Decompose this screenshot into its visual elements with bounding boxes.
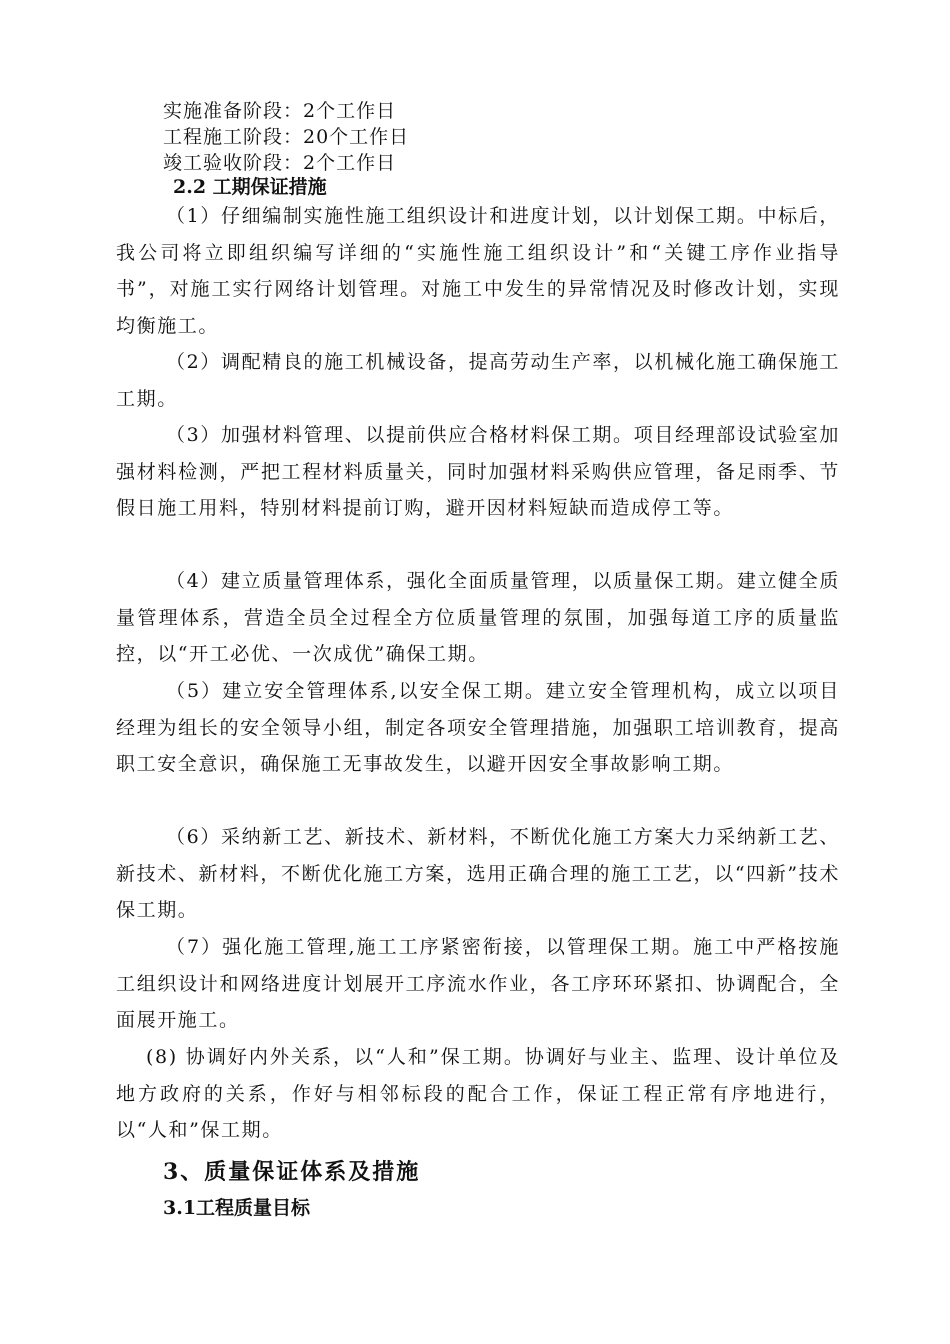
paragraph-2: （2）调配精良的施工机械设备，提高劳动生产率，以机械化施工确保施工工期。 — [116, 351, 840, 410]
paragraph-1: （1）仔细编制实施性施工组织设计和进度计划，以计划保工期。中标后，我公司将立即组织编写详细的“实施性施工组织设计”和“关键工序作业指导书”，对施工实行网络计划管理。对施工中发生的异常情况及时修改计划，实现均衡施工。 — [116, 205, 840, 337]
stage-construction: 工程施工阶段：20个工作日 — [163, 126, 410, 148]
paragraph-5: （5）建立安全管理体系,以安全保工期。建立安全管理机构，成立以项目经理为组长的安全领导小组，制定各项安全管理措施，加强职工培训教育，提高职工安全意识，确保施工无事故发生，以避开因安全事故影响工期。 — [116, 680, 840, 775]
paragraph-4: （4）建立质量管理体系，强化全面质量管理，以质量保工期。建立健全质量管理体系，营造全员全过程全方位质量管理的氛围，加强每道工序的质量监控，以“开工必优、一次成优”确保工期。 — [116, 570, 840, 665]
paragraph-3: （3）加强材料管理、以提前供应合格材料保工期。项目经理部设试验室加强材料检测，严把工程材料质量关，同时加强材料采购供应管理，备足雨季、节假日施工用料，特别材料提前订购，避开因材料短缺而造成停工等。 — [116, 424, 840, 519]
paragraph-6: （6）采纳新工艺、新技术、新材料，不断优化施工方案大力采纳新工艺、新技术、新材料，不断优化施工方案，选用正确合理的施工工艺，以“四新”技术保工期。 — [116, 826, 840, 921]
section-heading-3-1: 3.1工程质量目标 — [163, 1197, 311, 1219]
paragraph-7: （7）强化施工管理,施工工序紧密衔接，以管理保工期。施工中严格按施工组织设计和网络进度计划展开工序流水作业，各工序环环紧扣、协调配合，全面展开施工。 — [116, 936, 840, 1031]
section-heading-2-2: 2.2 工期保证措施 — [173, 176, 327, 198]
stage-preparation: 实施准备阶段：2个工作日 — [163, 100, 397, 122]
paragraph-8: (8) 协调好内外关系，以“人和”保工期。协调好与业主、监理、设计单位及地方政府的关系，作好与相邻标段的配合工作，保证工程正常有序地进行，以“人和”保工期。 — [116, 1046, 840, 1141]
stage-acceptance: 竣工验收阶段：2个工作日 — [163, 152, 397, 174]
section-heading-3: 3、质量保证体系及措施 — [163, 1159, 421, 1185]
